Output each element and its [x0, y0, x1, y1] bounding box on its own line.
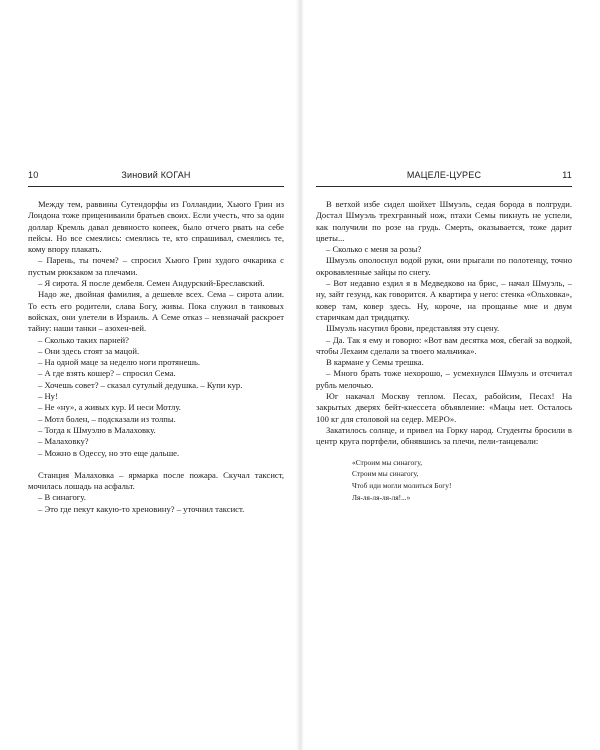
paragraph: – Парень, ты почем? – спросил Хьюго Грин худого очкарика с пустым рюкзаком за плечами. — [28, 255, 284, 277]
paragraph: – Они здесь стоят за мацой. — [38, 345, 140, 356]
paragraph: В ветхой избе сидел шойхет Шмуэль, седая борода в полгруди. Достал Шмуэль трехгранный нож, птахи Семы пикнуть не успели, как получили по розе на грудь. Смерть, оказывается, тоже дарит цветы... — [316, 199, 572, 243]
paragraph: – Вот недавно ездил я в Медведково на брис, – начал Шмуэль, – ну, зайт гезунд, как говорится. А квартира у него: стенка «Ольховка», ковер там, ковер здесь. Ну, короче, на прощанье мне и двум старичкам дал тридцатку. — [316, 278, 572, 322]
paragraph: В кармане у Семы трешка. — [326, 357, 424, 368]
paragraph: – Сколько с меня за розы? — [326, 244, 422, 255]
poem-line: Чтоб иди могли молиться Богу! — [352, 481, 452, 491]
paragraph: – Тогда к Шмуэлю в Малаховку. — [38, 424, 156, 435]
running-head-title: Зиновий КОГАН — [121, 170, 191, 180]
paragraph: – Сколько таких парней? — [38, 334, 129, 345]
paragraph: Станция Малаховка – ярмарка после пожара. Скучал таксист, мочилась лошадь на асфальт. — [28, 469, 284, 492]
header-rule — [316, 186, 572, 187]
running-header — [28, 170, 284, 184]
paragraph: – Это где пекут какую-то хреновину? – уточнил таксист. — [38, 503, 245, 514]
paragraph: – Малаховку? — [38, 436, 89, 447]
paragraph: – Не «ну», а живых кур. И неси Мотлу. — [38, 402, 181, 413]
paragraph: – Много брать тоже нехорошо, – усмехнулся Шмуэль и отсчитал рубль мелочью. — [316, 368, 572, 390]
paragraph: – Ну! — [38, 391, 58, 402]
paragraph: – Можно в Одессу, но это еще дальше. — [38, 447, 180, 458]
poem-line: Ля-ля-ля-ля-ля!...» — [352, 492, 411, 502]
page-body — [316, 199, 572, 504]
page-number: 10 — [28, 170, 39, 180]
paragraph: – Я сирота. Я после дембеля. Семен Андурский-Бреславский. — [38, 278, 265, 289]
poem-line: Строим мы синагогу, — [352, 469, 419, 479]
running-head-title: МАЦЕЛЕ-ЦУРЕС — [406, 170, 482, 180]
paragraph: Юг накачал Москву теплом. Песах, рабойсим, Песах! На закрытых дверях бейт-кнессета объявление: «Мацы нет. Осталось 100 кг для столовой на седер. МЕРО». — [316, 391, 572, 424]
paragraph: – Хочешь совет? – сказал сутулый дедушка. – Купи кур. — [38, 379, 243, 390]
paragraph: – На одной маце за неделю ноги протянешь. — [38, 357, 201, 368]
paragraph: – В синагогу. — [38, 492, 86, 503]
paragraph: – Да. Так я ему и говорю: «Вот вам десятка моя, сбегай за водкой, чтобы Лехаим сделали за твоего мальчика». — [316, 334, 572, 356]
page-number: 11 — [562, 170, 572, 180]
poem-block — [352, 457, 572, 504]
book-gutter — [296, 0, 304, 750]
paragraph: – А где взять кошер? – спросил Сема. — [38, 368, 176, 379]
paragraph: Шмуэль насупил брови, представляя эту сцену. — [326, 323, 500, 334]
paragraph: Надо же, двойная фамилия, а дешевле всех. Сема – сирота алии. То есть его родители, слава Богу, живы. Пока служил в танковых войсках, они улетели в Израиль. А Семе отказ – невзначай раскроет тайну: наши танки – азохен-вей. — [28, 289, 284, 334]
running-header — [316, 170, 572, 184]
paragraph: Закатилось солнце, и привел на Горку народ. Студенты бросили в центр круга портфели, обнявшись за плечи, пели-танцевали: — [316, 424, 572, 447]
paragraph: Между тем, раввины Сутендорфы из Голландии, Хьюго Грин из Лондона тоже прицениваили братьев своих. Если учесть, что за один доллар Кремль давал девяносто копеек, было отчего рвать на себе пейсы. Но все смеялись: смеялись те, кто спрашивал, смеялись те, кому впору плакать. — [28, 199, 284, 255]
page-body — [28, 199, 284, 515]
paragraph: – Мотл болен, – подсказали из толпы. — [38, 413, 176, 424]
poem-line: «Строим мы синагогу, — [352, 457, 423, 467]
paragraph: Шмуэль ополоснул водой руки, они прыгали по полотенцу, точно окровавленные зайцы по снегу. — [316, 255, 572, 277]
header-rule — [28, 186, 284, 187]
left-page — [28, 170, 284, 515]
right-page — [316, 170, 572, 504]
